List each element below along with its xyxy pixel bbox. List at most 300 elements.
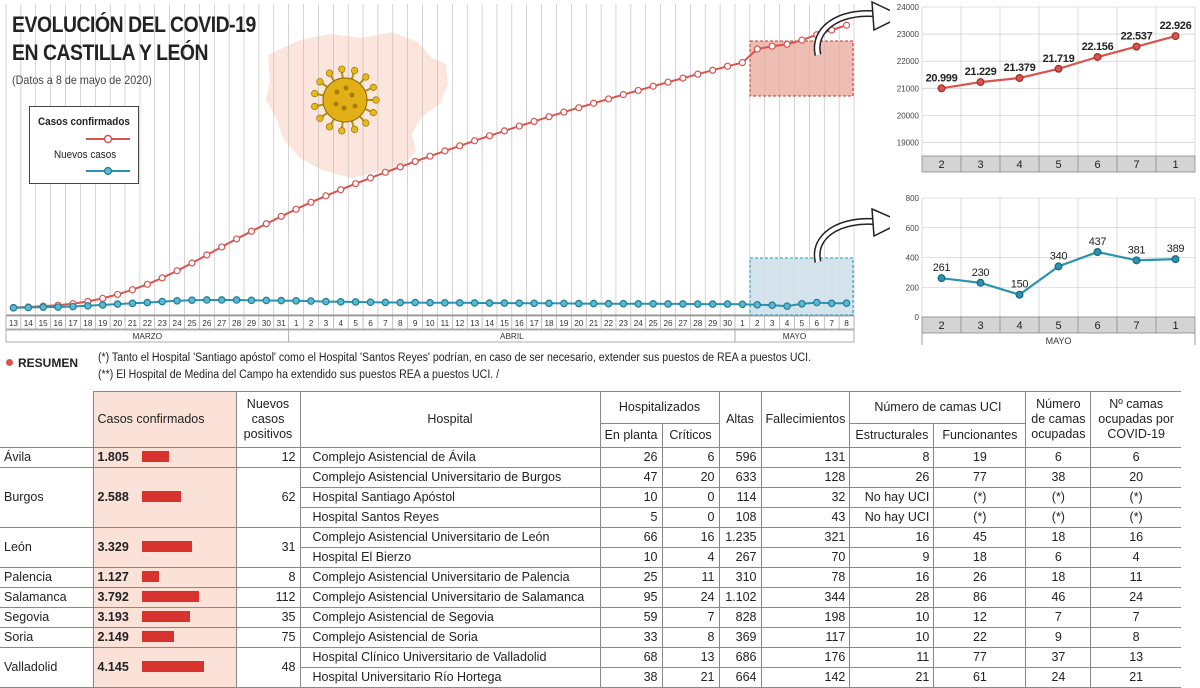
- cell-ocupadas: 37: [1026, 648, 1091, 668]
- point-1: [739, 301, 745, 307]
- point-0: [487, 133, 493, 139]
- x-tick-label: 28: [693, 319, 703, 328]
- x-tick-label: 1: [293, 319, 299, 328]
- summary-table: [0, 391, 1181, 688]
- resumen-heading: [6, 356, 78, 370]
- virus-spike-tip: [373, 97, 380, 104]
- y-tick-label: 24000: [896, 3, 919, 12]
- point-1: [70, 303, 76, 309]
- point-1: [412, 299, 418, 305]
- x-tick-label: 25: [648, 319, 658, 328]
- table-row: [0, 608, 1181, 628]
- hospital-name: Complejo Asistencial Universitario de Palencia: [300, 568, 600, 588]
- cell-fallecimientos: 70: [761, 548, 850, 568]
- virus-spike-tip: [338, 66, 345, 73]
- point-0: [516, 123, 522, 129]
- x-tick-label: 6: [1094, 320, 1101, 332]
- point-0: [725, 63, 731, 69]
- x-tick-label: 4: [1016, 320, 1023, 332]
- point-0: [799, 37, 805, 43]
- x-tick-label: 26: [663, 319, 673, 328]
- legend-new-label: Nuevos casos: [54, 149, 117, 161]
- cell-planta: 26: [600, 448, 662, 468]
- th-fallecimientos: Fallecimientos: [761, 392, 850, 448]
- point-1: [680, 301, 686, 307]
- legend: [29, 106, 139, 184]
- point-1: [650, 301, 656, 307]
- th-criticos: Críticos: [662, 424, 719, 448]
- virus-spike-tip: [362, 74, 369, 81]
- x-tick-label: 5: [1055, 159, 1062, 171]
- point-0: [382, 169, 388, 175]
- cell-funcionantes: 12: [934, 608, 1026, 628]
- cell-funcionantes: 45: [934, 528, 1026, 548]
- hospital-name: Hospital El Bierzo: [300, 548, 600, 568]
- point-0: [159, 275, 165, 281]
- province-nuevos: 62: [236, 468, 300, 528]
- cell-criticos: 11: [662, 568, 719, 588]
- cell-planta: 38: [600, 668, 662, 688]
- x-tick-label: 13: [470, 319, 480, 328]
- point-0: [144, 281, 150, 287]
- data-label: 389: [1166, 243, 1185, 256]
- point-0: [561, 109, 567, 115]
- hospital-name: Hospital Santos Reyes: [300, 508, 600, 528]
- point-0: [472, 138, 478, 144]
- point-1: [516, 300, 522, 306]
- cell-fallecimientos: 176: [761, 648, 850, 668]
- x-tick-label: 23: [618, 319, 628, 328]
- point-0: [248, 228, 254, 234]
- x-tick-label: 4: [1016, 159, 1023, 171]
- province-casos: [93, 648, 236, 688]
- cell-altas: 596: [719, 448, 761, 468]
- x-tick-label: 19: [559, 319, 569, 328]
- th-altas: Altas: [719, 392, 761, 448]
- province-name: León: [0, 528, 93, 568]
- cell-covid: 7: [1091, 608, 1181, 628]
- x-tick-label: 3: [769, 319, 775, 328]
- inset-point: [1094, 249, 1101, 256]
- cell-ocupadas: 9: [1026, 628, 1091, 648]
- casos-value: 2.149: [97, 630, 129, 644]
- cell-covid: 16: [1091, 528, 1181, 548]
- cell-estructurales: 11: [850, 648, 934, 668]
- point-1: [754, 302, 760, 308]
- hospital-name: Hospital Clínico Universitario de Valladolid: [300, 648, 600, 668]
- cell-estructurales: 28: [850, 588, 934, 608]
- x-tick-label: 7: [1133, 159, 1140, 171]
- point-0: [531, 118, 537, 124]
- point-1: [561, 300, 567, 306]
- cell-covid: 24: [1091, 588, 1181, 608]
- point-1: [25, 304, 31, 310]
- province-casos: [93, 568, 236, 588]
- point-1: [695, 301, 701, 307]
- th-covid: Nº camas ocupadas por COVID-19: [1091, 392, 1181, 448]
- casos-value: 3.792: [97, 590, 129, 604]
- x-tick-label: 15: [38, 319, 48, 328]
- cell-criticos: 0: [662, 508, 719, 528]
- x-tick-label: 5: [353, 319, 358, 328]
- inset-new-series: [933, 236, 1185, 298]
- data-label: 21.229: [964, 66, 997, 79]
- cell-estructurales: 16: [850, 568, 934, 588]
- footnote-1: (*) Tanto el Hospital 'Santiago apóstol' como el Hospital 'Santos Reyes' podrían, en caso de ser necesario, extender sus puestos de REA a puestos UCI.: [98, 352, 812, 364]
- x-tick-label: 2: [755, 319, 760, 328]
- inset-point: [1055, 65, 1062, 72]
- hospital-name: Complejo Asistencial Universitario de Burgos: [300, 468, 600, 488]
- point-1: [114, 301, 120, 307]
- point-1: [367, 299, 373, 305]
- cell-ocupadas: (*): [1026, 488, 1091, 508]
- x-tick-label: 1: [1172, 320, 1179, 332]
- x-tick-label: 31: [276, 319, 286, 328]
- point-0: [278, 213, 284, 219]
- cell-covid: 11: [1091, 568, 1181, 588]
- point-1: [531, 300, 537, 306]
- title-line-2: EN CASTILLA Y LEÓN: [12, 40, 209, 65]
- virus-spike-tip: [311, 90, 318, 97]
- virus-spot: [335, 90, 340, 95]
- cell-estructurales: 10: [850, 628, 934, 648]
- data-label: 21.379: [1003, 62, 1036, 75]
- x-tick-label: 2: [938, 320, 945, 332]
- point-1: [352, 299, 358, 305]
- province-name: Salamanca: [0, 588, 93, 608]
- province-nuevos: 12: [236, 448, 300, 468]
- point-1: [308, 298, 314, 304]
- cell-funcionantes: 22: [934, 628, 1026, 648]
- y-tick-label: 21000: [896, 84, 919, 94]
- x-tick-label: 7: [829, 319, 834, 328]
- point-0: [442, 148, 448, 154]
- virus-spike-tip: [311, 103, 318, 110]
- x-tick-label: 21: [589, 319, 599, 328]
- virus-spike-tip: [362, 120, 369, 127]
- casos-value: 2.588: [97, 490, 129, 504]
- cell-fallecimientos: 128: [761, 468, 850, 488]
- casos-bar: [142, 541, 192, 552]
- x-tick-label: 16: [514, 319, 524, 328]
- cell-covid: 21: [1091, 668, 1181, 688]
- x-tick-label: 14: [23, 319, 33, 328]
- point-0: [323, 193, 329, 199]
- point-0: [769, 43, 775, 49]
- inset-point: [938, 275, 945, 282]
- x-tick-label: 5: [799, 319, 805, 328]
- casos-value: 1.805: [97, 450, 129, 464]
- x-tick-label: 26: [202, 319, 212, 328]
- x-tick-label: 1: [1172, 159, 1179, 171]
- point-1: [843, 300, 849, 306]
- province-casos: [93, 468, 236, 528]
- inset-month-label: MAYO: [1045, 336, 1072, 346]
- cell-funcionantes: 77: [934, 468, 1026, 488]
- cell-covid: 4: [1091, 548, 1181, 568]
- point-1: [546, 300, 552, 306]
- point-1: [204, 297, 210, 303]
- virus-spot: [350, 93, 355, 98]
- cell-altas: 108: [719, 508, 761, 528]
- point-1: [293, 298, 299, 304]
- point-1: [40, 304, 46, 310]
- cell-planta: 25: [600, 568, 662, 588]
- cell-criticos: 16: [662, 528, 719, 548]
- x-tick-label: 18: [83, 319, 93, 328]
- virus-body: [323, 78, 367, 122]
- point-0: [263, 221, 269, 227]
- point-1: [486, 300, 492, 306]
- cell-ocupadas: 24: [1026, 668, 1091, 688]
- cell-altas: 310: [719, 568, 761, 588]
- y-tick-label: 19000: [896, 138, 919, 148]
- month-label: MAYO: [782, 332, 807, 341]
- point-1: [174, 298, 180, 304]
- point-0: [308, 199, 314, 205]
- point-1: [338, 299, 344, 305]
- cell-ocupadas: 6: [1026, 548, 1091, 568]
- point-1: [263, 297, 269, 303]
- cell-estructurales: No hay UCI: [850, 488, 934, 508]
- point-1: [100, 302, 106, 308]
- point-0: [606, 96, 612, 102]
- cell-estructurales: No hay UCI: [850, 508, 934, 528]
- point-0: [680, 75, 686, 81]
- point-1: [397, 299, 403, 305]
- virus-spike-tip: [326, 124, 333, 131]
- point-1: [814, 299, 820, 305]
- province-nuevos: 48: [236, 648, 300, 688]
- data-label: 437: [1088, 235, 1107, 248]
- province-nuevos: 112: [236, 588, 300, 608]
- x-tick-label: 3: [977, 320, 984, 332]
- data-label: 22.537: [1120, 30, 1153, 43]
- x-tick-label: 27: [217, 319, 227, 328]
- cell-planta: 95: [600, 588, 662, 608]
- y-tick-label: 400: [905, 253, 919, 263]
- virus-spike-tip: [317, 78, 324, 85]
- casos-bar: [142, 611, 190, 622]
- cell-fallecimientos: 78: [761, 568, 850, 588]
- point-1: [233, 297, 239, 303]
- inset-point: [1172, 256, 1179, 263]
- cell-covid: 6: [1091, 448, 1181, 468]
- point-1: [219, 297, 225, 303]
- point-1: [278, 297, 284, 303]
- point-1: [605, 300, 611, 306]
- point-1: [635, 301, 641, 307]
- y-tick-label: 22000: [896, 57, 919, 67]
- cell-fallecimientos: 142: [761, 668, 850, 688]
- table-row: [0, 628, 1181, 648]
- cell-estructurales: 8: [850, 448, 934, 468]
- inset-point: [977, 79, 984, 86]
- cell-fallecimientos: 198: [761, 608, 850, 628]
- hospital-name: Complejo Asistencial de Soria: [300, 628, 600, 648]
- virus-spike-tip: [351, 67, 358, 74]
- cell-funcionantes: (*): [934, 488, 1026, 508]
- x-tick-label: 30: [261, 319, 271, 328]
- point-0: [353, 181, 359, 187]
- x-tick-label: 6: [814, 319, 820, 328]
- cell-funcionantes: 19: [934, 448, 1026, 468]
- x-tick-label: 1: [740, 319, 745, 328]
- inset-point: [1133, 43, 1140, 50]
- main-x-axis: [6, 316, 854, 342]
- data-label: 22.926: [1159, 20, 1192, 33]
- x-tick-label: 8: [397, 319, 403, 328]
- point-0: [546, 114, 552, 120]
- highlight-boxes: [750, 41, 853, 315]
- data-label: 381: [1127, 244, 1146, 257]
- x-tick-label: 17: [68, 319, 78, 328]
- legend-confirmed-label: Casos confirmados: [38, 116, 130, 128]
- casos-bar: [142, 631, 174, 642]
- province-nuevos: 31: [236, 528, 300, 568]
- province-name: Burgos: [0, 468, 93, 528]
- virus-spike-tip: [351, 126, 358, 133]
- point-1: [144, 299, 150, 305]
- footnote-2: (**) El Hospital de Medina del Campo ha extendido sus puestos REA a puestos UCI. /: [98, 369, 500, 381]
- th-estructurales: Estructurales: [850, 424, 934, 448]
- cell-altas: 114: [719, 488, 761, 508]
- x-tick-label: 29: [246, 319, 257, 328]
- cell-estructurales: 9: [850, 548, 934, 568]
- y-tick-label: 600: [905, 223, 919, 233]
- casos-bar: [142, 451, 169, 462]
- data-label: 340: [1049, 250, 1068, 263]
- virus-spot: [353, 104, 358, 109]
- point-1: [55, 304, 61, 310]
- cell-altas: 369: [719, 628, 761, 648]
- data-label: 20.999: [925, 72, 958, 85]
- data-label: 230: [971, 266, 990, 279]
- cell-fallecimientos: 321: [761, 528, 850, 548]
- point-0: [338, 187, 344, 193]
- x-tick-label: 11: [440, 319, 450, 328]
- point-1: [799, 301, 805, 307]
- x-tick-label: 28: [232, 319, 242, 328]
- point-0: [189, 260, 195, 266]
- cell-ocupadas: 46: [1026, 588, 1091, 608]
- point-0: [754, 46, 760, 52]
- x-tick-label: 2: [938, 159, 945, 171]
- cell-criticos: 6: [662, 448, 719, 468]
- casos-bar: [142, 661, 204, 672]
- legend-confirmed-swatch: [30, 133, 138, 145]
- cell-fallecimientos: 117: [761, 628, 850, 648]
- cell-altas: 1.235: [719, 528, 761, 548]
- x-tick-label: 22: [142, 319, 152, 328]
- inset-point: [1016, 75, 1023, 82]
- point-0: [695, 71, 701, 77]
- point-1: [10, 305, 16, 311]
- x-tick-label: 27: [678, 319, 688, 328]
- point-0: [576, 105, 582, 111]
- point-0: [367, 175, 373, 181]
- cell-planta: 10: [600, 548, 662, 568]
- cell-criticos: 21: [662, 668, 719, 688]
- point-1: [576, 300, 582, 306]
- x-tick-label: 7: [1133, 320, 1140, 332]
- virus-spot: [342, 106, 347, 111]
- virus-spike-tip: [370, 109, 377, 116]
- cell-ocupadas: 7: [1026, 608, 1091, 628]
- hospital-name: Complejo Asistencial Universitario de Salamanca: [300, 588, 600, 608]
- inset-point: [1094, 54, 1101, 61]
- x-tick-label: 3: [977, 159, 984, 171]
- th-empty: [0, 392, 93, 448]
- cell-planta: 10: [600, 488, 662, 508]
- casos-bar: [142, 591, 199, 602]
- province-casos: [93, 448, 236, 468]
- x-tick-label: 24: [172, 319, 182, 328]
- point-1: [784, 303, 790, 309]
- table-row: [0, 648, 1181, 668]
- point-1: [85, 303, 91, 309]
- province-name: Segovia: [0, 608, 93, 628]
- point-0: [412, 158, 418, 164]
- province-casos: [93, 528, 236, 568]
- cell-fallecimientos: 43: [761, 508, 850, 528]
- cell-altas: 267: [719, 548, 761, 568]
- cell-funcionantes: 18: [934, 548, 1026, 568]
- point-1: [248, 297, 254, 303]
- y-tick-label: 20000: [896, 111, 919, 121]
- x-tick-label: 21: [127, 319, 138, 328]
- point-0: [665, 79, 671, 85]
- x-tick-label: 22: [603, 319, 614, 328]
- cell-planta: 5: [600, 508, 662, 528]
- point-0: [129, 287, 135, 293]
- virus-spike-tip: [317, 115, 324, 122]
- inset-confirmed-series: [926, 20, 1192, 92]
- legend-new-swatch: [30, 165, 138, 177]
- data-label: 150: [1010, 278, 1029, 291]
- table-row: [0, 468, 1181, 488]
- th-ocupadas: Número de camas ocupadas: [1026, 392, 1091, 448]
- cell-planta: 66: [600, 528, 662, 548]
- virus-spot: [344, 86, 349, 91]
- province-nuevos: 35: [236, 608, 300, 628]
- x-tick-label: 24: [633, 319, 643, 328]
- province-nuevos: 75: [236, 628, 300, 648]
- cell-planta: 47: [600, 468, 662, 488]
- casos-value: 3.193: [97, 610, 129, 624]
- province-casos: [93, 588, 236, 608]
- x-tick-label: 25: [187, 319, 197, 328]
- inset-point: [938, 85, 945, 92]
- province-name: Ávila: [0, 448, 93, 468]
- point-0: [293, 206, 299, 212]
- th-casos: Casos confirmados: [93, 392, 236, 448]
- inset-confirmed-chart: [890, 0, 1200, 175]
- casos-value: 3.329: [97, 540, 129, 554]
- curved-arrow-icon: [817, 221, 878, 262]
- point-0: [174, 268, 180, 274]
- month-label: ABRIL: [499, 332, 524, 341]
- point-1: [159, 298, 165, 304]
- point-0: [784, 41, 790, 47]
- point-1: [828, 300, 834, 306]
- point-0: [739, 60, 745, 66]
- cell-criticos: 7: [662, 608, 719, 628]
- cell-funcionantes: 26: [934, 568, 1026, 588]
- casos-value: 1.127: [97, 570, 129, 584]
- province-casos: [93, 608, 236, 628]
- x-tick-label: 18: [544, 319, 554, 328]
